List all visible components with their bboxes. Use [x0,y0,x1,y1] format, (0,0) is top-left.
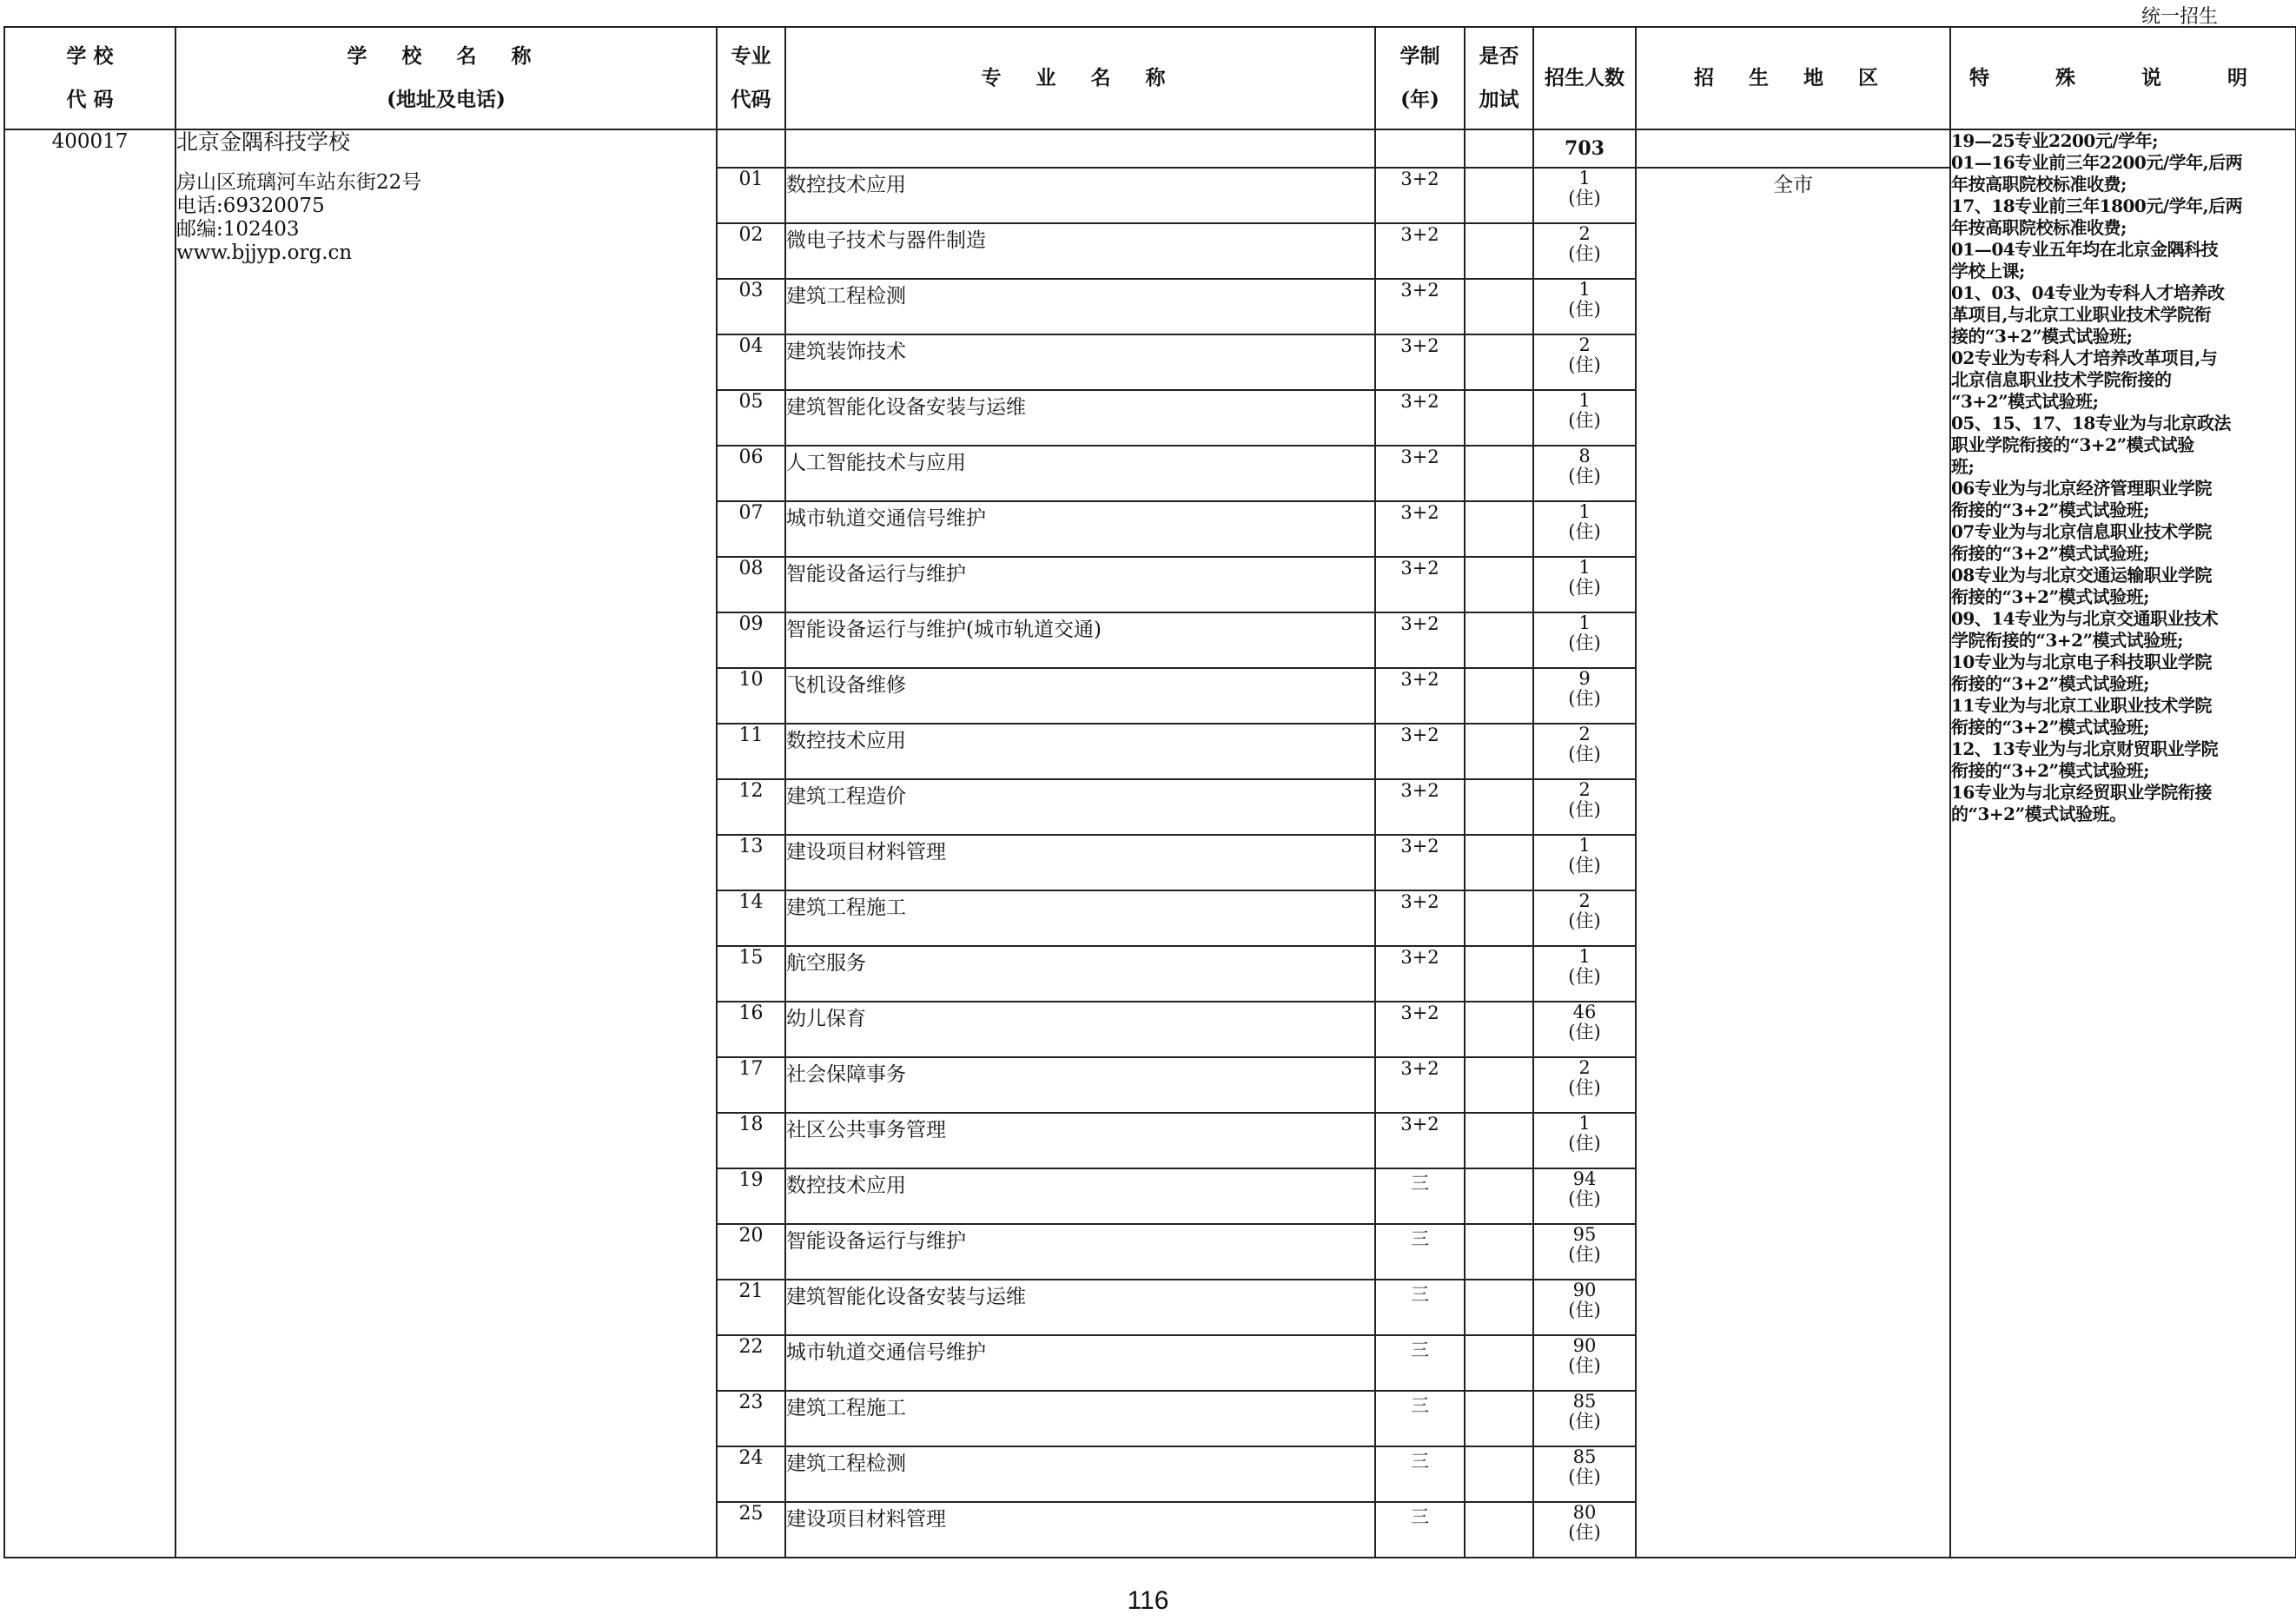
enrollment-number: 85 [1572,1446,1597,1467]
major-extra-exam [1465,1502,1533,1558]
major-code: 20 [717,1224,785,1280]
major-code: 08 [717,557,785,612]
note-line: 的“3+2”模式试验班。 [1951,804,2127,824]
enrollment-type: (住) [1568,188,1601,208]
major-enrollment [1533,223,1636,279]
enrollment-type: (住) [1568,1522,1601,1543]
major-duration: 三 [1375,1224,1465,1280]
note-line: 衔接的“3+2”模式试验班; [1951,673,2149,694]
major-enrollment [1533,501,1636,557]
major-extra-exam [1465,612,1533,668]
major-code: 18 [717,1113,785,1168]
enrollment-region: 全市 [1636,168,1950,1558]
school-website: www.bjjyp.org.cn [176,241,353,264]
major-duration: 3+2 [1375,390,1465,446]
enrollment-number: 1 [1578,390,1591,411]
enrollment-number: 1 [1578,1113,1591,1134]
note-line: 16专业为与北京经贸职业学院衔接 [1951,782,2212,803]
major-code: 03 [717,279,785,334]
note-line: 衔接的“3+2”模式试验班; [1951,717,2149,738]
major-enrollment [1533,1113,1636,1168]
major-extra-exam [1465,557,1533,612]
enrollment-number: 9 [1578,668,1591,689]
major-name: 社区公共事务管理 [785,1113,1375,1168]
enrollment-type: (住) [1568,1300,1601,1320]
enrollment-type: (住) [1568,1133,1601,1154]
total-empty-region [1636,129,1950,168]
major-extra-exam [1465,1280,1533,1335]
major-duration: 3+2 [1375,946,1465,1002]
major-extra-exam [1465,1113,1533,1168]
major-code: 13 [717,835,785,890]
major-name: 智能设备运行与维护 [785,557,1375,612]
major-code: 14 [717,890,785,946]
note-line: 衔接的“3+2”模式试验班; [1951,500,2149,520]
major-name: 数控技术应用 [785,1168,1375,1224]
major-enrollment [1533,779,1636,835]
note-line: 02专业为专科人才培养改革项目,与 [1951,347,2218,368]
enrollment-type: (住) [1568,744,1601,764]
note-line: 17、18专业前三年1800元/学年,后两 [1951,195,2243,216]
major-name: 建筑工程造价 [785,779,1375,835]
major-enrollment [1533,1057,1636,1113]
major-code: 15 [717,946,785,1002]
major-name: 数控技术应用 [785,724,1375,779]
major-duration: 3+2 [1375,890,1465,946]
note-line: 01—16专业前三年2200元/学年,后两 [1951,152,2243,173]
note-line: 09、14专业为与北京交通职业技术 [1951,608,2219,629]
enrollment-table [3,26,2296,1558]
enrollment-number: 1 [1578,946,1591,967]
major-enrollment [1533,1002,1636,1057]
note-line: 年按高职院校标准收费; [1951,217,2127,238]
note-line: 10专业为与北京电子科技职业学院 [1951,652,2212,672]
major-name: 人工智能技术与应用 [785,446,1375,501]
header-duration: 学制 (年) [1375,27,1465,129]
major-extra-exam [1465,223,1533,279]
enrollment-type: (住) [1568,688,1601,709]
enrollment-type: (住) [1568,354,1601,375]
note-line: 06专业为与北京经济管理职业学院 [1951,478,2212,499]
major-name: 飞机设备维修 [785,668,1375,724]
major-name: 建设项目材料管理 [785,1502,1375,1558]
enrollment-number: 94 [1572,1168,1597,1189]
major-enrollment [1533,1335,1636,1391]
major-enrollment [1533,557,1636,612]
major-name: 建筑智能化设备安装与运维 [785,390,1375,446]
note-line: 学院衔接的“3+2”模式试验班; [1951,630,2183,651]
major-enrollment [1533,1168,1636,1224]
major-extra-exam [1465,1446,1533,1502]
enrollment-number: 8 [1578,446,1591,466]
school-address: 房山区琉璃河车站东街22号 [176,171,422,194]
note-line: 革项目,与北京工业职业技术学院衔 [1951,304,2211,325]
major-name: 建筑智能化设备安装与运维 [785,1280,1375,1335]
total-empty-years [1375,129,1465,168]
enrollment-number: 1 [1578,612,1591,633]
major-name: 幼儿保育 [785,1002,1375,1057]
major-name: 航空服务 [785,946,1375,1002]
enrollment-type: (住) [1568,466,1601,486]
major-duration: 三 [1375,1502,1465,1558]
major-code: 25 [717,1502,785,1558]
note-line: 01—04专业五年均在北京金隅科技 [1951,239,2219,260]
enrollment-number: 2 [1578,223,1591,244]
major-duration: 三 [1375,1446,1465,1502]
enrollment-number: 2 [1578,334,1591,355]
enrollment-type: (住) [1568,1022,1601,1042]
header-row [4,27,2296,129]
major-extra-exam [1465,1168,1533,1224]
major-duration: 三 [1375,1391,1465,1446]
major-enrollment [1533,390,1636,446]
header-notes: 特 殊 说 明 [1950,27,2296,129]
major-name: 建筑工程检测 [785,1446,1375,1502]
enrollment-number: 90 [1572,1335,1597,1356]
major-duration: 3+2 [1375,334,1465,390]
school-postcode: 邮编:102403 [176,218,300,241]
enrollment-number: 1 [1578,501,1591,522]
total-empty-name [785,129,1375,168]
major-duration: 3+2 [1375,223,1465,279]
major-code: 09 [717,612,785,668]
major-enrollment [1533,334,1636,390]
major-enrollment [1533,168,1636,223]
major-duration: 三 [1375,1280,1465,1335]
note-line: 19—25专业2200元/学年; [1951,130,2159,151]
note-line: 05、15、17、18专业为与北京政法 [1951,413,2231,433]
major-extra-exam [1465,946,1533,1002]
enrollment-number: 46 [1572,1002,1597,1022]
major-code: 05 [717,390,785,446]
school-info [175,129,717,1558]
note-line: 08专业为与北京交通运输职业学院 [1951,565,2212,586]
enrollment-type: (住) [1568,410,1601,431]
enrollment-type: (住) [1568,299,1601,320]
note-line: 班; [1951,456,1975,477]
major-enrollment [1533,446,1636,501]
enrollment-type: (住) [1568,966,1601,987]
major-duration: 3+2 [1375,1057,1465,1113]
enrollment-type: (住) [1568,1355,1601,1376]
major-enrollment [1533,1391,1636,1446]
major-code: 07 [717,501,785,557]
note-line: 接的“3+2”模式试验班; [1951,326,2133,347]
major-enrollment [1533,835,1636,890]
major-duration: 3+2 [1375,168,1465,223]
enrollment-type: (住) [1568,799,1601,820]
major-duration: 3+2 [1375,779,1465,835]
enrollment-type: (住) [1568,632,1601,653]
enrollment-number: 95 [1572,1224,1597,1245]
major-duration: 3+2 [1375,724,1465,779]
enrollment-number: 1 [1578,279,1591,300]
note-line: 11专业为与北京工业职业技术学院 [1951,695,2212,716]
enrollment-type: (住) [1568,1188,1601,1209]
enrollment-type: (住) [1568,855,1601,876]
major-duration: 3+2 [1375,279,1465,334]
school-code: 400017 [4,129,175,1558]
enrollment-type: (住) [1568,1466,1601,1487]
enrollment-number: 1 [1578,557,1591,578]
header-extra-exam: 是否 加试 [1465,27,1533,129]
major-code: 23 [717,1391,785,1446]
note-line: 衔接的“3+2”模式试验班; [1951,543,2149,564]
special-notes [1950,129,2296,1558]
major-enrollment [1533,279,1636,334]
major-code: 04 [717,334,785,390]
major-code: 06 [717,446,785,501]
enrollment-number: 90 [1572,1280,1597,1300]
major-enrollment [1533,668,1636,724]
major-name: 智能设备运行与维护 [785,1224,1375,1280]
enrollment-type: (住) [1568,1077,1601,1098]
note-line: 07专业为与北京信息职业技术学院 [1951,521,2212,542]
major-extra-exam [1465,890,1533,946]
major-enrollment [1533,1224,1636,1280]
total-empty-exam [1465,129,1533,168]
major-extra-exam [1465,446,1533,501]
major-name: 建筑工程施工 [785,1391,1375,1446]
major-name: 社会保障事务 [785,1057,1375,1113]
major-duration: 三 [1375,1168,1465,1224]
major-duration: 3+2 [1375,446,1465,501]
major-extra-exam [1465,390,1533,446]
major-name: 建筑工程检测 [785,279,1375,334]
note-line: 学校上课; [1951,261,2025,281]
major-name: 城市轨道交通信号维护 [785,501,1375,557]
major-name: 城市轨道交通信号维护 [785,1335,1375,1391]
major-code: 11 [717,724,785,779]
enrollment-type: (住) [1568,1244,1601,1265]
enrollment-number: 2 [1578,779,1591,800]
major-name: 建筑装饰技术 [785,334,1375,390]
major-code: 22 [717,1335,785,1391]
major-duration: 3+2 [1375,1113,1465,1168]
major-extra-exam [1465,1391,1533,1446]
major-enrollment [1533,890,1636,946]
major-code: 19 [717,1168,785,1224]
school-name: 北京金隅科技学校 [176,129,351,155]
total-empty-code [717,129,785,168]
major-code: 12 [717,779,785,835]
major-code: 01 [717,168,785,223]
major-extra-exam [1465,668,1533,724]
major-extra-exam [1465,835,1533,890]
header-region: 招 生 地 区 [1636,27,1950,129]
header-major-code: 专业 代码 [717,27,785,129]
note-line: 01、03、04专业为专科人才培养改 [1951,282,2225,303]
category-tag: 统一招生 [2141,6,2218,28]
header-enrollment: 招生人数 [1533,27,1636,129]
major-duration: 3+2 [1375,557,1465,612]
enrollment-type: (住) [1568,243,1601,264]
major-name: 建设项目材料管理 [785,835,1375,890]
major-extra-exam [1465,1057,1533,1113]
note-line: 年按高职院校标准收费; [1951,174,2127,195]
enrollment-number: 2 [1578,890,1591,911]
enrollment-type: (住) [1568,1411,1601,1432]
note-line: 北京信息职业技术学院衔接的 [1951,369,2172,390]
major-enrollment [1533,612,1636,668]
major-extra-exam [1465,1224,1533,1280]
enrollment-number: 85 [1572,1391,1597,1412]
note-line: 12、13专业为与北京财贸职业学院 [1951,738,2219,759]
enrollment-number: 1 [1578,168,1591,189]
major-enrollment [1533,1446,1636,1502]
header-school-name: 学 校 名 称 (地址及电话) [175,27,717,129]
major-extra-exam [1465,279,1533,334]
major-enrollment [1533,1280,1636,1335]
major-extra-exam [1465,1335,1533,1391]
major-code: 02 [717,223,785,279]
enrollment-type: (住) [1568,521,1601,542]
major-name: 智能设备运行与维护(城市轨道交通) [785,612,1375,668]
major-duration: 3+2 [1375,612,1465,668]
major-extra-exam [1465,168,1533,223]
major-extra-exam [1465,724,1533,779]
major-duration: 三 [1375,1335,1465,1391]
header-major-name: 专 业 名 称 [785,27,1375,129]
major-code: 17 [717,1057,785,1113]
major-extra-exam [1465,779,1533,835]
major-enrollment [1533,1502,1636,1558]
enrollment-number: 2 [1578,1057,1591,1078]
major-duration: 3+2 [1375,835,1465,890]
major-duration: 3+2 [1375,1002,1465,1057]
note-line: 衔接的“3+2”模式试验班; [1951,586,2149,607]
major-code: 16 [717,1002,785,1057]
major-code: 24 [717,1446,785,1502]
header-school-code: 学 校 代 码 [4,27,175,129]
enrollment-number: 80 [1572,1502,1597,1523]
major-extra-exam [1465,1002,1533,1057]
major-duration: 3+2 [1375,501,1465,557]
major-extra-exam [1465,334,1533,390]
major-code: 21 [717,1280,785,1335]
school-phone: 电话:69320075 [176,195,325,217]
major-name: 数控技术应用 [785,168,1375,223]
major-enrollment [1533,724,1636,779]
major-duration: 3+2 [1375,668,1465,724]
school-total-row [4,129,2296,168]
note-line: 衔接的“3+2”模式试验班; [1951,760,2149,781]
major-enrollment [1533,946,1636,1002]
major-name: 微电子技术与器件制造 [785,223,1375,279]
enrollment-number: 1 [1578,835,1591,856]
major-extra-exam [1465,501,1533,557]
note-line: 职业学院衔接的“3+2”模式试验 [1951,434,2194,455]
enrollment-type: (住) [1568,910,1601,931]
enrollment-type: (住) [1568,577,1601,598]
enrollment-number: 2 [1578,724,1591,744]
note-line: “3+2”模式试验班; [1951,391,2099,412]
major-name: 建筑工程施工 [785,890,1375,946]
page-number: 116 [1127,1586,1169,1615]
total-enrollment: 703 [1533,129,1636,168]
major-code: 10 [717,668,785,724]
